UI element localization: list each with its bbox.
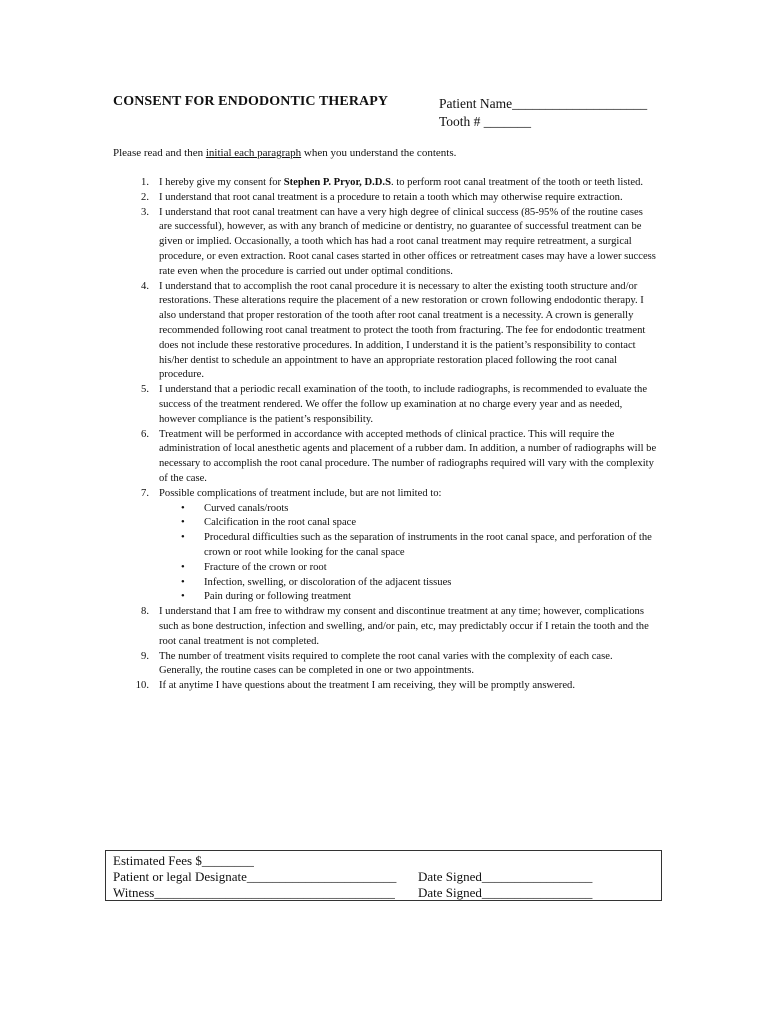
item-number: 3. xyxy=(141,206,149,218)
item-text: I understand that to accomplish the root canal procedure it is necessary to alter the existing tooth structure and/or restorations. These alterations require the placement of a new restoration or crown following endodontic therapy. I also understand that proper restoration of the tooth after root canal treatment is a necessity. A crown is generally recommended following root canal treatment to protect the tooth from fracturing. The fee for endodontic treatment does not include these restorative procedures. In addition, I understand it is the patient’s responsibility to contact his/her dentist to schedule an appointment to have an appropriate restoration placed following the root canal procedure. xyxy=(159,280,646,381)
item-number: 1. xyxy=(141,177,149,188)
instructions-text-start: Please read and then xyxy=(113,147,206,159)
consent-item-6 xyxy=(113,428,658,487)
item-text: I understand that I am free to withdraw my consent and discontinue treatment at any time; however, complications such as bone destruction, infection and swelling, and/or pain, etc, may predictably occur if I retain the tooth and the root canal treatment is not completed. xyxy=(159,606,649,647)
patient-signature-field[interactable]: Patient or legal Designate_______________________ xyxy=(113,869,397,884)
instructions-text-end: when you understand the contents. xyxy=(301,147,457,159)
witness-signature-field[interactable]: Witness_____________________________________ xyxy=(113,885,395,900)
complication-item: • Procedural difficulties such as the separation of instruments in the root canal space, and perforation of the crown or root while looking for the canal space xyxy=(181,532,652,558)
item-number: 10. xyxy=(135,680,149,692)
complication-item: • Calcification in the root canal space xyxy=(159,516,658,531)
item-number: 2. xyxy=(141,191,149,203)
complication-item: • Pain during or following treatment xyxy=(159,590,658,605)
item-number: 7. xyxy=(141,487,149,499)
patient-info xyxy=(439,95,647,131)
item-number: 5. xyxy=(141,384,149,396)
estimated-fees-field[interactable]: Estimated Fees $________ xyxy=(113,853,254,868)
consent-item-5 xyxy=(113,383,658,427)
patient-name-field[interactable]: Patient Name____________________ xyxy=(439,96,648,111)
item-text: If at anytime I have questions about the treatment I am receiving, they will be promptly answered. xyxy=(159,680,575,692)
consent-items-list xyxy=(113,176,658,694)
item-number: 8. xyxy=(141,606,149,618)
complication-item: • Infection, swelling, or discoloration of the adjacent tissues xyxy=(159,576,658,591)
bullet-icon: • xyxy=(181,517,185,529)
bullet-icon: • xyxy=(181,532,185,544)
complications-list xyxy=(159,502,658,606)
item-number: 4. xyxy=(141,280,149,292)
consent-item-10 xyxy=(113,679,658,694)
tooth-number-field[interactable]: Tooth # _______ xyxy=(439,114,532,129)
item-number: 6. xyxy=(141,428,149,440)
consent-item-2 xyxy=(113,191,658,206)
bullet-icon: • xyxy=(181,576,185,588)
item-text: . to perform root canal treatment of the tooth or teeth listed. xyxy=(390,177,644,188)
instructions-underlined: initial each paragraph xyxy=(205,147,302,159)
complication-item: • Curved canals/roots xyxy=(159,502,658,517)
patient-signature-row xyxy=(113,869,661,885)
item-text: Treatment will be performed in accordance with accepted methods of clinical practice. This will require the administration of local anesthetic agents and placement of a rubber dam. In addition, a number of radiographs will be necessary to accomplish the root canal procedure. The number of radiographs required will vary with the complexity of the case. xyxy=(159,428,657,484)
consent-item-1 xyxy=(113,176,658,191)
consent-item-8 xyxy=(113,605,658,649)
bullet-icon: • xyxy=(181,502,185,514)
item-text: The number of treatment visits required to complete the root canal varies with the complexity of each case. Generally, the routine cases can be completed in one or two appointments. xyxy=(159,650,613,677)
form-title: CONSENT FOR ENDODONTIC THERAPY xyxy=(113,94,389,109)
bullet-icon: • xyxy=(181,591,185,603)
instructions xyxy=(113,147,456,159)
item-text: I hereby give my consent for xyxy=(159,177,284,188)
witness-date-signed-field[interactable]: Date Signed_________________ xyxy=(418,885,593,900)
item-text: I understand that root canal treatment is a procedure to retain a tooth which may otherwise require extraction. xyxy=(159,191,623,203)
fees-signature-box xyxy=(105,850,662,901)
patient-date-signed-field[interactable]: Date Signed_________________ xyxy=(418,869,593,884)
witness-signature-row xyxy=(113,885,661,901)
complication-item: • Fracture of the crown or root xyxy=(159,561,658,576)
item-text: I understand that root canal treatment can have a very high degree of clinical success (85-95% of the routine cases are successful), however, as with any branch of medicine or dentistry, no guarantee of successful treatment can be given or implied. Occasionally, a tooth which has had a root canal treatment may require retreatment, a surgical procedure, or even extraction. Root canal cases started in other offices or retreatment cases may have a lower success rate even when the procedure is carried out under optimal conditions. xyxy=(159,206,656,277)
item-text: I understand that a periodic recall examination of the tooth, to include radiographs, is recommended to evaluate the success of the treatment rendered. We offer the follow up examination at no charge every year and as needed, however compliance is the patient’s responsibility. xyxy=(159,384,648,425)
item-text: Possible complications of treatment include, but are not limited to: xyxy=(159,487,442,499)
consent-item-7 xyxy=(113,487,658,605)
consent-item-4 xyxy=(113,280,658,384)
bullet-icon: • xyxy=(181,561,185,573)
doctor-name: Stephen P. Pryor, D.D.S xyxy=(283,177,391,188)
item-number: 9. xyxy=(141,650,149,662)
consent-item-3 xyxy=(113,206,658,280)
consent-item-9 xyxy=(113,650,658,680)
